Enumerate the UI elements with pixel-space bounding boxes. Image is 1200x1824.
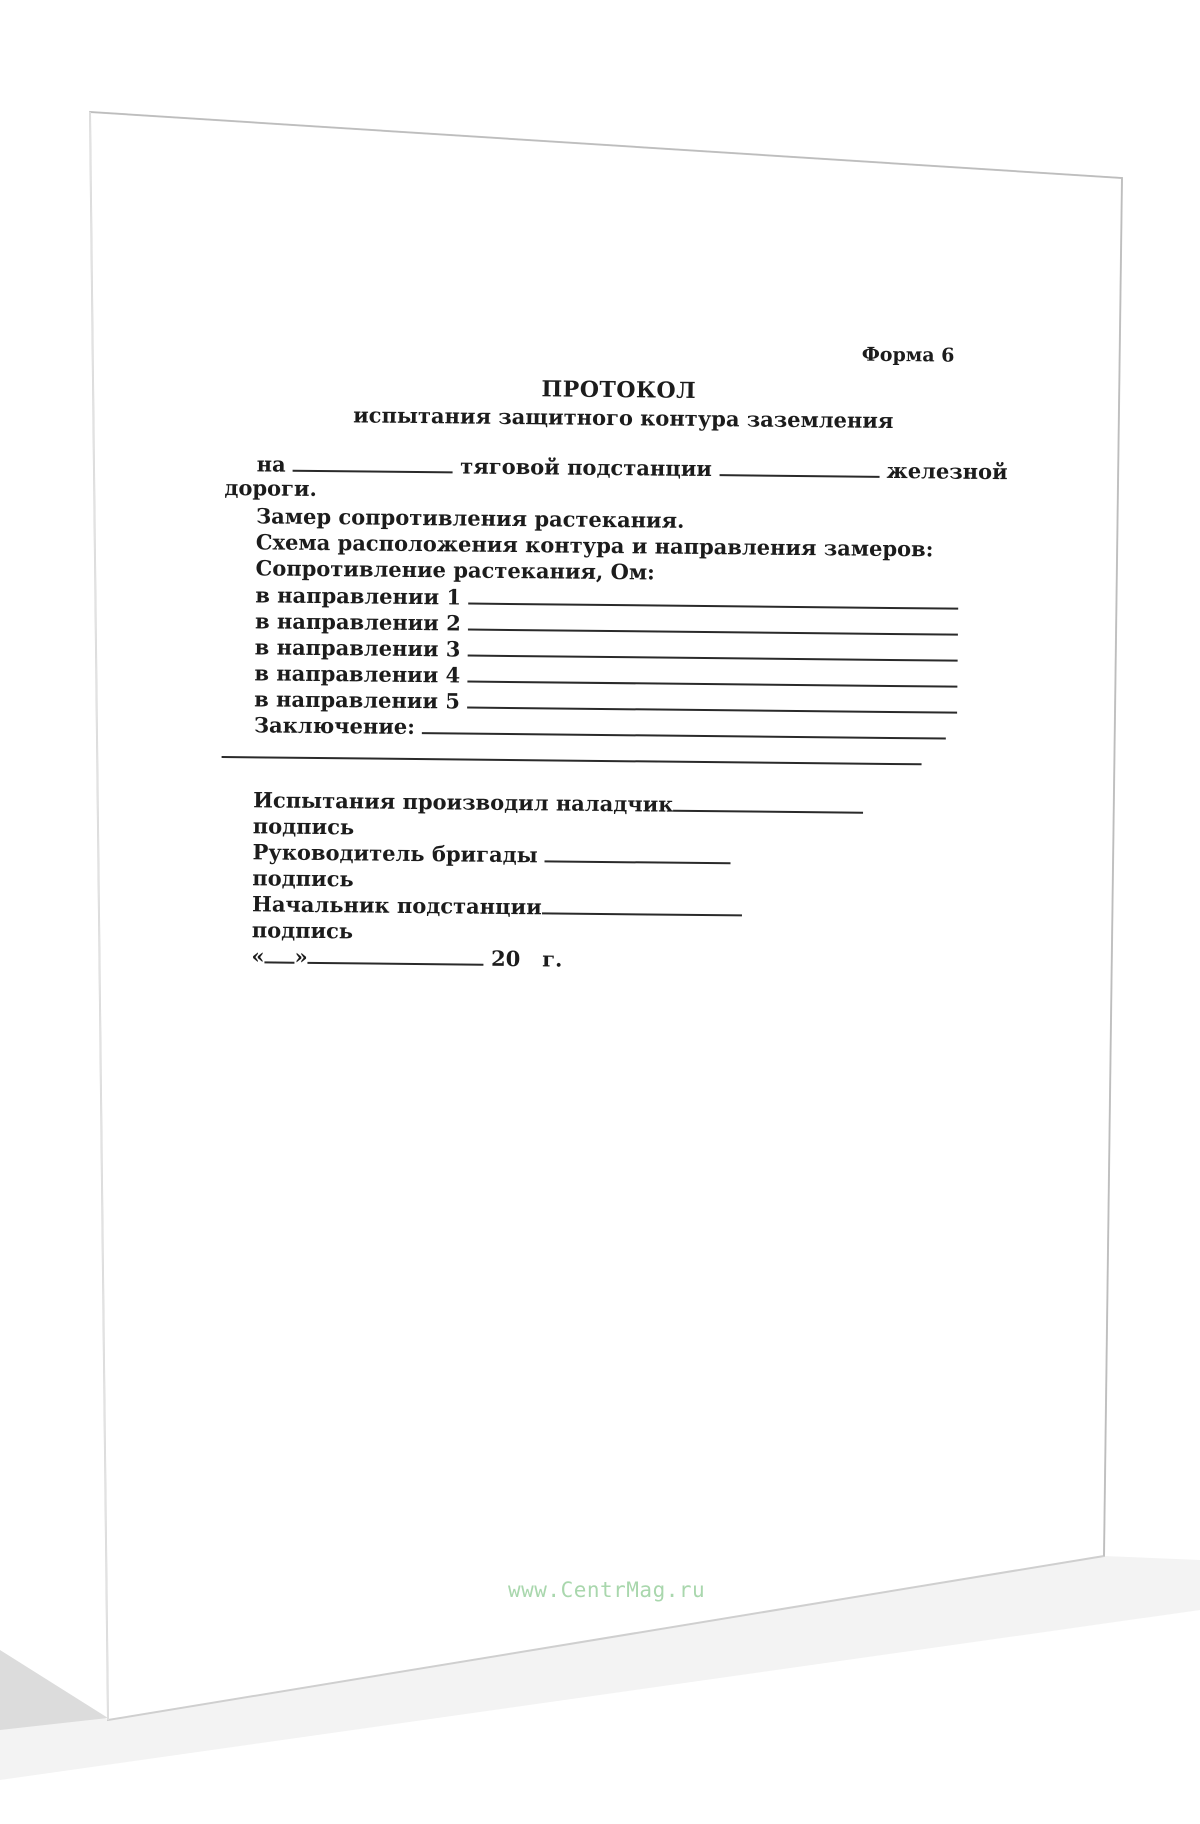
signature-role: Испытания производил наладчик: [253, 787, 674, 817]
day-blank: [265, 945, 295, 963]
measurement-heading: Замер сопротивления растекания.: [255, 503, 685, 533]
form-number: Форма 6: [861, 343, 955, 367]
conclusion-blank: [422, 716, 946, 739]
scheme-heading: Схема расположения контура и направления замеров:: [255, 529, 934, 562]
direction-blank: [467, 691, 957, 714]
watermark-text: www.CentrMag.ru: [508, 1578, 706, 1602]
conclusion-label: Заключение:: [253, 712, 416, 739]
direction-label: в направлении 3: [254, 634, 461, 662]
direction-label: в направлении 2: [254, 608, 461, 636]
date-open-quote: «: [251, 943, 265, 969]
direction-blank: [468, 613, 958, 636]
intro-suffix: железной: [886, 457, 1008, 485]
intro-middle: тяговой подстанции: [460, 453, 713, 482]
resistance-heading: Сопротивление растекания, Ом:: [255, 555, 656, 585]
direction-blank: [468, 587, 958, 610]
direction-label: в направлении 4: [254, 660, 461, 688]
signature-role: Руководитель бригады: [252, 839, 538, 868]
direction-label: в направлении 5: [254, 686, 461, 714]
direction-blank: [468, 639, 958, 662]
signature-blank: [673, 794, 863, 814]
direction-label: в направлении 1: [255, 582, 462, 610]
month-blank: [308, 946, 484, 966]
signature-caption: подпись: [251, 917, 354, 944]
signature-caption: подпись: [252, 865, 354, 892]
signature-row: [252, 892, 742, 921]
sheet-shadow: [0, 1650, 108, 1730]
document-title: ПРОТОКОЛ: [541, 376, 697, 404]
year-suffix: г.: [542, 946, 563, 972]
date-row: [251, 944, 562, 971]
direction-blank: [467, 665, 957, 688]
date-close-quote: »: [294, 943, 308, 969]
substation-blank: [719, 458, 879, 478]
signature-role: Начальник подстанции: [251, 891, 542, 920]
intro-continuation: дороги.: [224, 474, 317, 501]
signature-row: [252, 840, 731, 869]
document-subtitle: испытания защитного контура заземления: [353, 402, 894, 433]
intro-prefix: на: [256, 451, 286, 477]
railway-blank: [293, 454, 453, 474]
year-prefix: 20: [490, 945, 521, 972]
signature-blank: [542, 896, 742, 916]
signature-blank: [545, 844, 731, 864]
signature-caption: подпись: [252, 813, 355, 840]
